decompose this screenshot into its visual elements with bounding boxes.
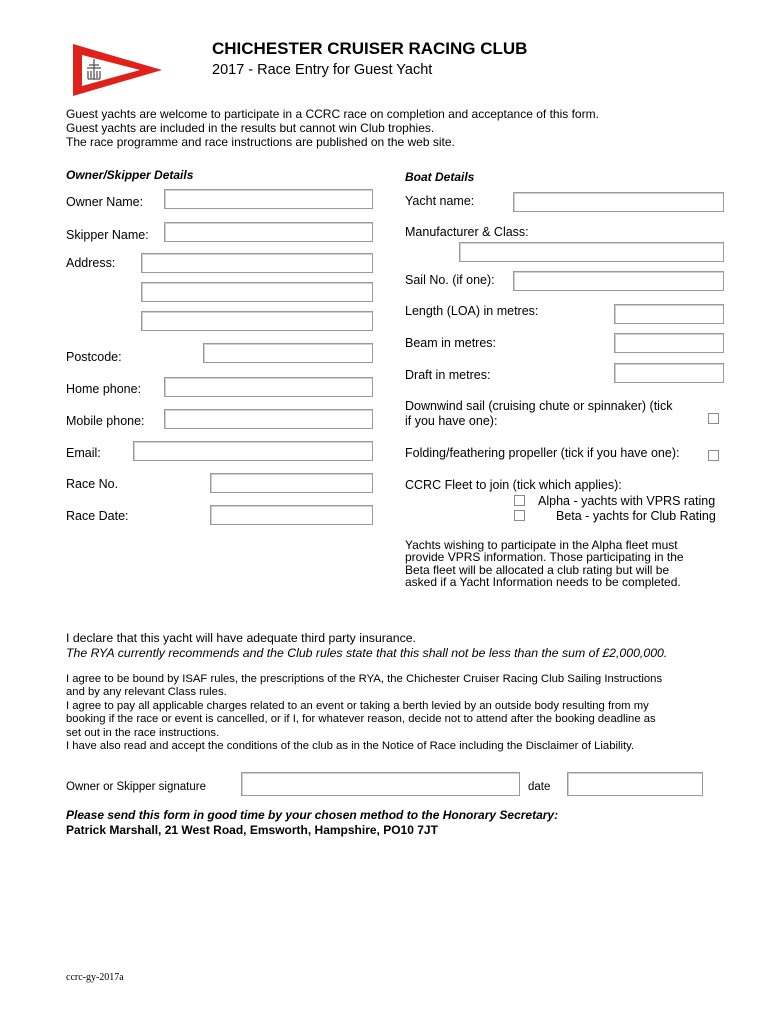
send-instructions: Please send this form in good time by your chosen method to the Honorary Secretary: — [66, 808, 559, 822]
race-date-field[interactable] — [210, 505, 373, 525]
race-no-label: Race No. — [66, 477, 119, 491]
fleet-note-line: provide VPRS information. Those participating in the — [405, 550, 684, 565]
postcode-field[interactable] — [203, 343, 373, 363]
beam-field[interactable] — [614, 333, 724, 353]
draft-field[interactable] — [614, 363, 724, 383]
email-label: Email: — [66, 446, 101, 460]
skipper-name-label: Skipper Name: — [66, 228, 149, 242]
mobile-phone-field[interactable] — [164, 409, 373, 429]
manufacturer-field[interactable] — [459, 242, 724, 262]
signature-field[interactable] — [241, 772, 520, 796]
race-date-label: Race Date: — [66, 509, 129, 523]
club-name: CHICHESTER CRUISER RACING CLUB — [212, 39, 528, 58]
intro-text — [66, 107, 599, 149]
intro-line: Guest yachts are welcome to participate in a CCRC race on completion and acceptance of this form. — [66, 107, 599, 121]
draft-label: Draft in metres: — [405, 368, 491, 382]
length-field[interactable] — [614, 304, 724, 324]
downwind-sail-label: Downwind sail (cruising chute or spinnaker) (tick — [405, 399, 673, 413]
fleet-note — [405, 539, 684, 588]
alpha-fleet-label: Alpha - yachts with VPRS rating — [538, 494, 716, 508]
manufacturer-label: Manufacturer & Class: — [405, 225, 529, 239]
form-code: ccrc-gy-2017a — [66, 972, 124, 983]
club-burgee-logo — [70, 41, 166, 99]
insurance-minimum-note: The RYA currently recommends and the Club rules state that this shall not be less than the sum of £2,000,000. — [66, 646, 668, 660]
agreement-line: I agree to be bound by ISAF rules, the prescriptions of the RYA, the Chichester Cruiser Racing Club Sailing Instructions — [66, 673, 663, 685]
downwind-sail-label-2: if you have one): — [405, 414, 498, 428]
signature-label: Owner or Skipper signature — [66, 781, 206, 793]
propeller-checkbox[interactable] — [708, 450, 719, 461]
address-field-2[interactable] — [141, 282, 373, 302]
intro-line: Guest yachts are included in the results but cannot win Club trophies. — [66, 121, 435, 135]
beta-fleet-label: Beta - yachts for Club Rating — [556, 509, 716, 523]
sail-no-label: Sail No. (if one): — [405, 273, 495, 287]
postcode-label: Postcode: — [66, 350, 122, 364]
agreement-line: set out in the race instructions. — [66, 726, 220, 739]
owner-name-field[interactable] — [164, 189, 373, 209]
alpha-fleet-checkbox[interactable] — [514, 495, 525, 506]
sail-no-field[interactable] — [513, 271, 724, 291]
form-title: 2017 - Race Entry for Guest Yacht — [212, 62, 433, 78]
date-label: date — [528, 781, 551, 793]
agreement-line: booking if the race or event is cancelled, or if I, for whatever reason, decide not to attend after the booking deadline as — [66, 713, 656, 726]
home-phone-field[interactable] — [164, 377, 373, 397]
address-field-3[interactable] — [141, 311, 373, 331]
email-field[interactable] — [133, 441, 373, 461]
beta-fleet-checkbox[interactable] — [514, 510, 525, 521]
downwind-sail-checkbox[interactable] — [708, 413, 719, 424]
fleet-note-line: asked if a Yacht Information needs to be completed. — [405, 574, 681, 589]
propeller-label: Folding/feathering propeller (tick if you have one): — [405, 446, 680, 460]
date-field[interactable] — [567, 772, 703, 796]
length-label: Length (LOA) in metres: — [405, 304, 539, 318]
agreement-line: and by any relevant Class rules. — [66, 686, 227, 699]
yacht-name-label: Yacht name: — [405, 194, 475, 208]
fleet-note-line: Yachts wishing to participate in the Alpha fleet must — [405, 538, 678, 552]
agreement-line: I have also read and accept the conditions of the club as in the Notice of Race including the Disclaimer of Liability. — [66, 740, 635, 753]
skipper-name-field[interactable] — [164, 222, 373, 242]
owner-name-label: Owner Name: — [66, 195, 144, 209]
race-no-field[interactable] — [210, 473, 373, 493]
insurance-declaration: I declare that this yacht will have adequate third party insurance. — [66, 631, 416, 645]
beam-label: Beam in metres: — [405, 336, 497, 350]
address-field-1[interactable] — [141, 253, 373, 273]
boat-section-heading: Boat Details — [405, 170, 475, 184]
address-label: Address: — [66, 256, 116, 270]
agreement-line: I agree to pay all applicable charges related to an event or taking a berth levied by an outside body resulting from my — [66, 699, 649, 712]
owner-section-heading: Owner/Skipper Details — [66, 168, 194, 182]
secretary-address: Patrick Marshall, 21 West Road, Emsworth, Hampshire, PO10 7JT — [66, 823, 438, 837]
yacht-name-field[interactable] — [513, 192, 724, 212]
home-phone-label: Home phone: — [66, 382, 142, 396]
fleet-label: CCRC Fleet to join (tick which applies): — [405, 478, 622, 492]
mobile-phone-label: Mobile phone: — [66, 414, 145, 428]
fleet-note-line: Beta fleet will be allocated a club rating but will be — [405, 562, 670, 577]
intro-line: The race programme and race instructions are published on the web site. — [66, 135, 455, 149]
agreement-text — [66, 673, 662, 753]
